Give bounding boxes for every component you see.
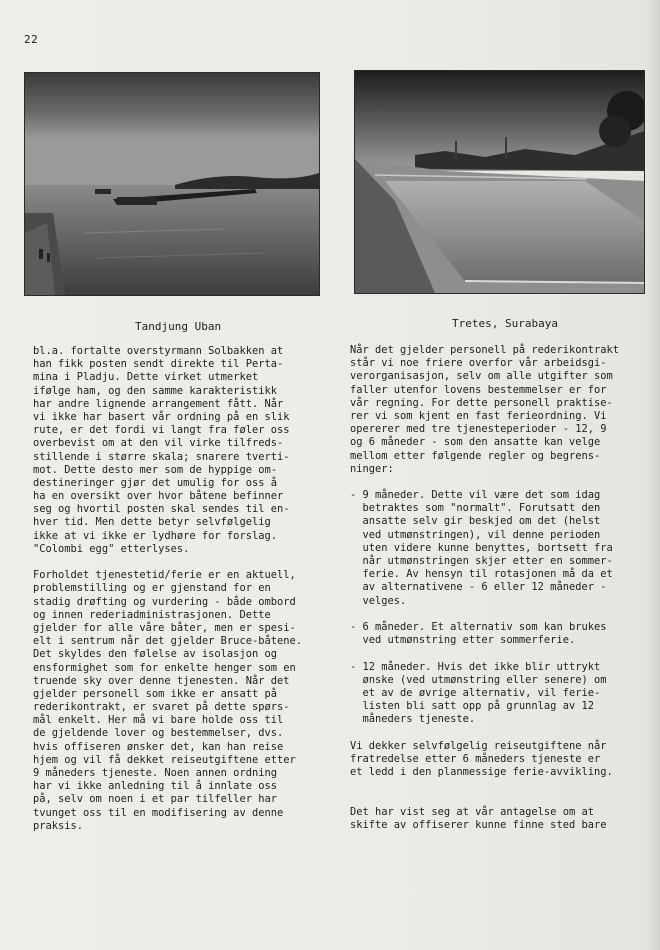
text-line: ansatte selv gir beskjed om det (helst xyxy=(350,515,601,528)
paragraph-contract-personnel xyxy=(350,344,652,476)
text-line: mot. Dette desto mer som de hyppige om- xyxy=(33,463,277,476)
paragraph-gap xyxy=(350,779,652,792)
text-line: hjem og vil få dekket reiseutgiftene etter xyxy=(33,753,296,766)
text-line: fratredelse etter 6 måneders tjeneste er xyxy=(350,752,601,765)
text-line: vi ikke har basert vår ordning på en slik xyxy=(33,410,290,423)
text-line: stadig drøfting og vurdering - både ombord xyxy=(33,595,296,608)
paragraph-gap xyxy=(350,647,652,660)
text-line: faller utenfor lovens bestemmelser er for xyxy=(350,383,607,396)
left-text-column xyxy=(33,345,333,833)
page-number: 22 xyxy=(24,33,39,46)
list-item-12-months xyxy=(350,661,652,727)
text-line: 9 måneders tjeneste. Noen annen ordning xyxy=(33,767,277,779)
pool-photo xyxy=(355,71,644,293)
text-line: hvis offiseren ønsker det, kan han reise xyxy=(33,740,284,753)
text-line: har vi ikke anledning til å innlate oss xyxy=(33,780,277,793)
text-line: de gjeldende lover og bestemmelser, dvs. xyxy=(33,727,284,740)
text-line: ved utmønstring etter sommerferie. xyxy=(350,634,576,647)
harbour-photo xyxy=(25,73,319,295)
text-line: - 9 måneder. Dette vil være det som idag xyxy=(350,489,601,502)
text-line: vår regning. For dette personell praktise- xyxy=(350,396,613,409)
text-line: et ledd i den planmessige ferie-avvikling. xyxy=(350,766,613,778)
text-line: skifte av offiserer kunne finne sted bare xyxy=(350,818,607,831)
list-item-9-months xyxy=(350,489,652,608)
photo-tretes-surabaya xyxy=(354,70,645,294)
text-line: "Colombi egg" etterlyses. xyxy=(33,542,190,555)
text-line: verorganisasjon, selv om alle utgifter som xyxy=(350,370,613,383)
text-line: hver tid. Men dette betyr selvfølgelig xyxy=(33,516,271,529)
text-line: når utmønstringen skjer etter en sommer- xyxy=(350,555,613,567)
paragraph-officer-change xyxy=(350,806,652,832)
text-line: Forholdet tjenestetid/ferie er en aktuell, xyxy=(33,569,296,582)
list-item-6-months xyxy=(350,621,652,647)
text-line: velges. xyxy=(350,594,407,607)
text-line: bl.a. fortalte overstyrmann Solbakken at xyxy=(33,345,284,357)
text-line: overbevist om at den vil virke tilfreds- xyxy=(33,437,284,450)
text-line: rederikontrakt, er svaret på dette spørs- xyxy=(33,701,290,714)
text-line: destineringer gjør det umulig for oss å xyxy=(33,476,277,489)
text-line: mellom etter følgende regler og begrens- xyxy=(350,449,601,462)
text-line: seg og hvortil posten skal sendes til en- xyxy=(33,503,290,516)
paragraph-gap xyxy=(350,792,652,805)
photo-tandjung-uban xyxy=(24,72,320,296)
text-line: har andre lignende arrangement fått. Når xyxy=(33,397,284,410)
text-line: stillende i større skala; snarere tverti- xyxy=(33,450,290,463)
text-line: måneders tjeneste. xyxy=(350,713,476,726)
photo-caption-left: Tandjung Uban xyxy=(135,320,222,333)
text-line: gjelder personell som ikke er ansatt på xyxy=(33,687,277,700)
text-line: ikke at vi ikke er lydhøre for forslag. xyxy=(33,529,277,542)
paragraph-mail-route xyxy=(33,345,333,556)
text-line: han fikk posten sendt direkte til Perta- xyxy=(33,358,284,371)
paragraph-gap xyxy=(350,726,652,739)
paragraph-gap xyxy=(350,476,652,489)
text-line: mina i Pladju. Dette virket utmerket xyxy=(33,371,259,384)
text-line: listen bli satt opp på grunnlag av 12 xyxy=(350,700,594,713)
text-line: Når det gjelder personell på rederikontrakt xyxy=(350,344,619,356)
text-line: ifølge ham, og den samme karakteristikk xyxy=(33,384,277,397)
text-line: Vi dekker selvfølgelig reiseutgiftene når xyxy=(350,739,607,752)
text-line: truende sky over denne tjenesten. Når det xyxy=(33,674,290,687)
text-line: på, selv om noen i et par tilfeller har xyxy=(33,793,277,806)
text-line: ved utmønstringen), vil denne perioden xyxy=(350,528,601,541)
text-line: ensformighet som for enkelte henger som en xyxy=(33,661,296,674)
photo-caption-right: Tretes, Surabaya xyxy=(452,317,558,330)
text-line: står vi noe friere overfor vår arbeidsgi- xyxy=(350,357,607,370)
text-line: betraktes som "normalt". Forutsatt den xyxy=(350,502,601,515)
text-line: rer vi som kjent en fast ferieordning. Vi xyxy=(350,409,607,422)
paragraph-gap xyxy=(33,556,333,569)
text-line: Det skyldes den følelse av isolasjon og xyxy=(33,648,277,661)
paragraph-gap xyxy=(350,608,652,621)
paragraph-travel-expenses xyxy=(350,740,652,780)
text-line: tvunget oss til en modifisering av denne xyxy=(33,806,284,819)
paragraph-service-time xyxy=(33,569,333,833)
text-line: elt i sentrum når det gjelder Bruce-båtene. xyxy=(33,635,302,648)
text-line: problemstilling og er gjenstand for en xyxy=(33,582,271,595)
text-line: ninger: xyxy=(350,462,394,475)
text-line: ønske (ved utmønstring eller senere) om xyxy=(350,673,607,686)
text-line: praksis. xyxy=(33,819,84,832)
text-line: - 12 måneder. Hvis det ikke blir uttrykt xyxy=(350,660,601,673)
text-line: uten videre kunne benyttes, bortsett fra xyxy=(350,541,613,554)
text-line: ha en oversikt over hvor båtene befinner xyxy=(33,490,284,503)
text-line: og 6 måneder - som den ansatte kan velge xyxy=(350,436,601,449)
text-line: et av de øvrige alternativ, vil ferie- xyxy=(350,686,601,699)
text-line: Det har vist seg at vår antagelse om at xyxy=(350,805,594,818)
text-line: mål enkelt. Her må vi bare holde oss til xyxy=(33,714,284,727)
text-line: - 6 måneder. Et alternativ som kan brukes xyxy=(350,620,607,633)
text-line: og innen rederiadministrasjonen. Dette xyxy=(33,608,271,621)
text-line: av alternativene - 6 eller 12 måneder - xyxy=(350,581,607,594)
text-line: opererer med tre tjenesteperioder - 12, 9 xyxy=(350,423,607,436)
text-line: ferie. Av hensyn til rotasjonen må da et xyxy=(350,568,613,581)
right-text-column xyxy=(350,344,652,832)
text-line: gjelder for alle våre båter, men er spesi- xyxy=(33,621,296,634)
text-line: rute, er det fordi vi langt fra føler oss xyxy=(33,424,290,437)
